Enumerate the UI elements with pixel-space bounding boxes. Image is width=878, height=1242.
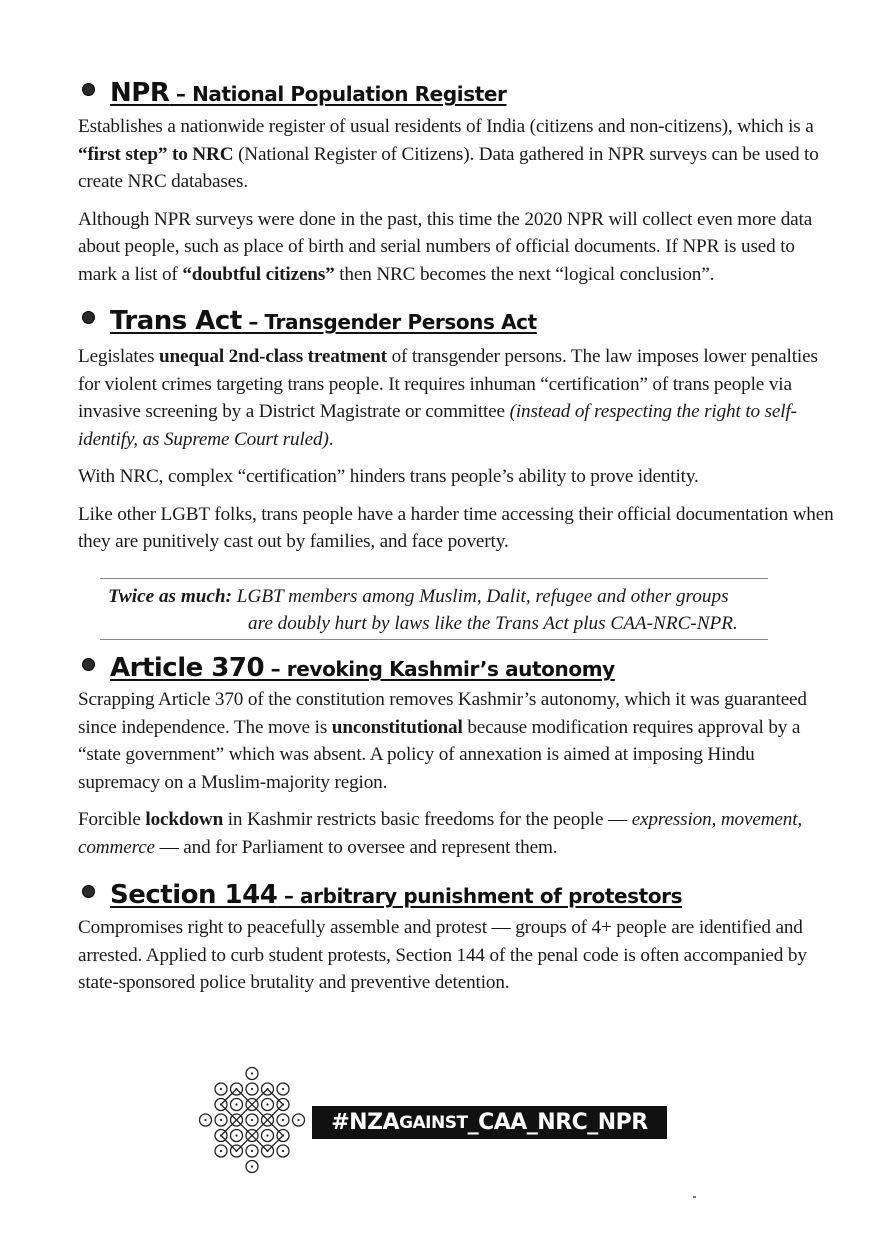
npr-paragraph-1: Establishes a nationwide register of usual residents of India (citizens and non-citizens), which is a “first step” to NRC (National Register of Citizens). Data gathered in NPR surveys can be used to create NRC databases.	[78, 116, 819, 192]
bullet-icon	[82, 311, 95, 324]
trans-paragraph-3: Like other LGBT folks, trans people have a harder time accessing their official documentation when they are punitively cast out by families, and face poverty.	[78, 503, 834, 552]
trans-paragraph-1: Legislates unequal 2nd-class treatment of transgender persons. The law imposes lower penalties for violent crimes targeting trans people. It requires inhuman “certification” of trans people via invasive screening by a District Magistrate or committee (instead of respecting the right to self-identify, as Supreme Court ruled).	[78, 346, 818, 450]
kolam-dot	[235, 1134, 237, 1136]
kolam-pattern-icon	[198, 1066, 306, 1180]
kolam-dot	[220, 1119, 222, 1121]
callout-line-2: are doubly hurt by laws like the Trans Act plus CAA-NRC-NPR.	[248, 613, 738, 634]
scan-speck	[693, 1196, 696, 1198]
bullet-icon	[82, 658, 95, 671]
kolam-dot	[235, 1103, 237, 1105]
kolam-dot	[266, 1134, 268, 1136]
kolam-dot	[251, 1088, 253, 1090]
kolam-line	[221, 1089, 237, 1105]
heading-link-article-370[interactable]: Article 370 – revoking Kashmir’s autonomy	[110, 653, 615, 683]
callout-twice-as-much	[100, 578, 768, 640]
kolam-dot	[251, 1072, 253, 1074]
section-npr	[78, 78, 838, 288]
kolam-dot	[282, 1119, 284, 1121]
bullet-icon	[82, 83, 95, 96]
section144-paragraph-1: Compromises right to peacefully assemble and protest — groups of 4+ people are identified and arrested. Applied to curb student protests, Section 144 of the penal code is often accompanied by state-sponsored police brutality and preventive detention.	[78, 917, 807, 993]
heading-link-npr[interactable]: NPR – National Population Register	[110, 78, 507, 108]
article370-paragraph-1: Scrapping Article 370 of the constitution removes Kashmir’s autonomy, which it was guaranteed since independence. The move is unconstitutional because modification requires approval by a “state government” which was absent. A policy of annexation is aimed at imposing Hindu supremacy on a Muslim-majority region.	[78, 689, 807, 793]
hashtag-banner: #NZA GAINST _CAA_NRC_NPR	[312, 1106, 667, 1139]
kolam-dot	[266, 1103, 268, 1105]
kolam-dot	[282, 1150, 284, 1152]
section-trans-act	[78, 306, 838, 556]
kolam-line	[221, 1136, 237, 1152]
kolam-dot	[204, 1119, 206, 1121]
bullet-icon	[82, 885, 95, 898]
heading-link-trans-act[interactable]: Trans Act – Transgender Persons Act	[110, 306, 537, 336]
article370-paragraph-2: Forcible lockdown in Kashmir restricts basic freedoms for the people — expression, movement, commerce — and for Parliament to oversee and represent them.	[78, 809, 803, 858]
kolam-dot	[220, 1150, 222, 1152]
section-heading-npr	[78, 78, 838, 108]
section-heading-article-370	[78, 653, 838, 683]
heading-link-section-144[interactable]: Section 144 – arbitrary punishment of protestors	[110, 880, 683, 910]
section-heading-section-144	[78, 880, 838, 910]
kolam-line	[268, 1089, 284, 1105]
footer-banner	[198, 1066, 678, 1182]
kolam-dot	[251, 1165, 253, 1167]
npr-paragraph-2: Although NPR surveys were done in the past, this time the 2020 NPR will collect even more data about people, such as place of birth and serial numbers of official documents. If NPR is used to mark a list of “doubtful citizens” then NRC becomes the next “logical conclusion”.	[78, 208, 813, 285]
kolam-dot	[282, 1088, 284, 1090]
section-144	[78, 880, 838, 997]
kolam-dot	[220, 1088, 222, 1090]
kolam-dot	[251, 1119, 253, 1121]
section-article-370	[78, 653, 838, 861]
section-heading-trans-act	[78, 306, 838, 336]
kolam-dot	[251, 1150, 253, 1152]
kolam-dot	[297, 1119, 299, 1121]
callout-line-1: Twice as much: LGBT members among Muslim, Dalit, refugee and other groups	[108, 586, 729, 607]
kolam-line	[268, 1136, 284, 1152]
trans-paragraph-2: With NRC, complex “certification” hinders trans people’s ability to prove identity.	[78, 466, 699, 487]
